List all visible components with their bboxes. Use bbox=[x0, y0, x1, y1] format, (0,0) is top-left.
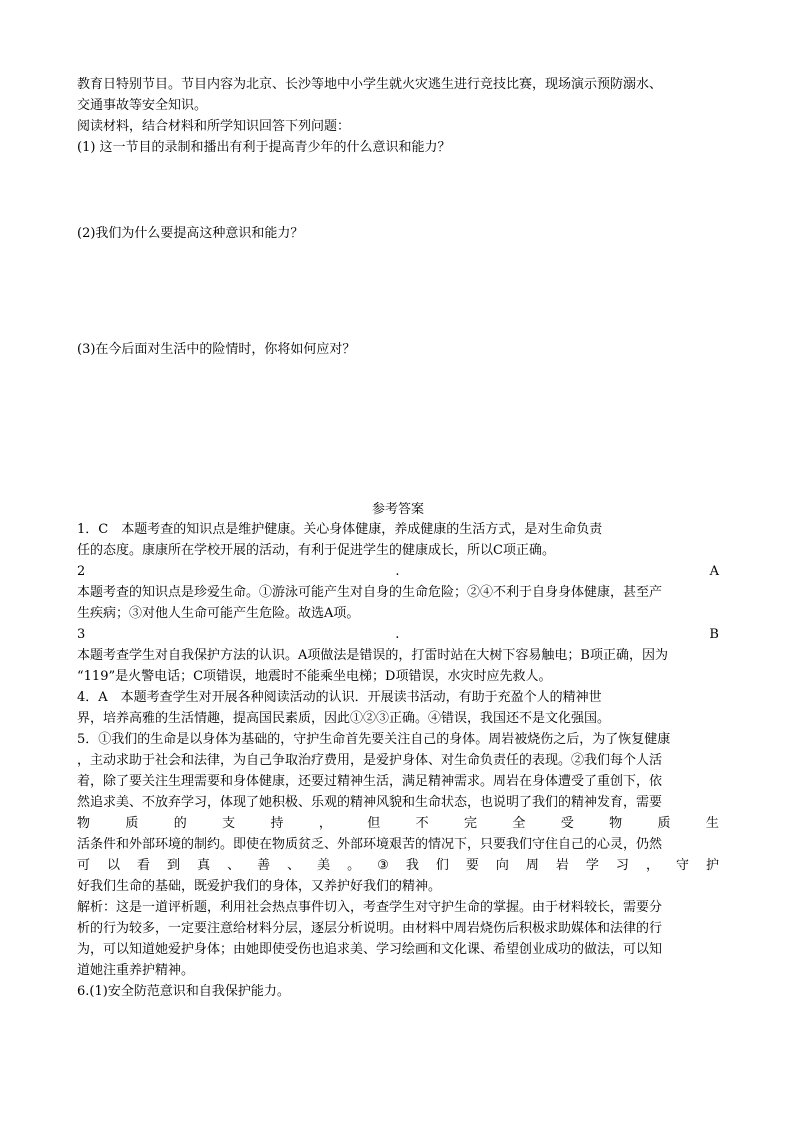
spread-char: 岩 bbox=[555, 858, 569, 873]
answer-5-line-6: 活条件和外部环境的制约。即使在物质贫乏、外部环境艰苦的情况下，只要我们守住自己的心灵，仍然 bbox=[77, 837, 663, 852]
spread-char: 全 bbox=[512, 816, 526, 831]
spread-char: 以 bbox=[107, 858, 121, 873]
answer-5-line-2: ，主动求助于社会和法律，为自己争取治疗费用，是爱护身体、对生命负责任的表现。②我们每个人活 bbox=[77, 753, 663, 768]
answer-3-dot: . bbox=[395, 627, 400, 642]
answer-1-line-2: 任的态度。康康所在学校开展的活动，有利于促进学生的健康成长，所以C项正确。 bbox=[77, 543, 555, 558]
spread-char: 质 bbox=[657, 816, 671, 831]
answer-4-line-2: 界，培养高雅的生活情趣，提高国民素质，因此①②③正确。④错误，我国还不是文化强国。 bbox=[77, 711, 611, 726]
answer-5-note-4: 道她注重养护精神。 bbox=[77, 963, 195, 978]
spread-char: 守 bbox=[675, 858, 689, 873]
answer-1-line-1: 1．C 本题考查的知识点是维护健康。关心身体健康，养成健康的生活方式，是对生命负责 bbox=[77, 522, 603, 537]
answer-5-line-8: 好我们生命的基础，既爱护我们的身体，又养护好我们的精神。 bbox=[77, 879, 442, 894]
intro-line-2: 交通事故等安全知识。 bbox=[77, 98, 208, 113]
spread-char: 、 bbox=[287, 858, 301, 873]
spread-char: 持 bbox=[270, 816, 284, 831]
spread-char: 可 bbox=[77, 858, 91, 873]
spread-char: 完 bbox=[464, 816, 478, 831]
spread-char: 生 bbox=[705, 816, 719, 831]
spread-char: 要 bbox=[465, 858, 479, 873]
answer-3-line-2: “119”是火警电话；C项错误，地震时不能乘坐电梯；D项错误，水灾时应先救人。 bbox=[77, 669, 552, 684]
spread-char: 支 bbox=[222, 816, 236, 831]
answer-5-line-1: 5．①我们的生命是以身体为基础的，守护生命首先要关注自己的身体。周岩被烧伤之后，为了恢复健康 bbox=[77, 732, 671, 747]
document-page bbox=[77, 74, 719, 1002]
spread-char: ③ bbox=[377, 858, 389, 873]
spread-char: 习 bbox=[615, 858, 629, 873]
question-1: (1) 这一节目的录制和播出有利于提高青少年的什么意识和能力？ bbox=[77, 140, 451, 155]
spread-char: 。 bbox=[347, 858, 361, 873]
question-2: (2)我们为什么要提高这种意识和能力？ bbox=[77, 226, 304, 241]
spread-char: 周 bbox=[525, 858, 539, 873]
answer-5-line-3: 着，除了要关注生理需要和身体健康，还要过精神生活，满足精神需求。周岩在身体遭受了重创下，依 bbox=[77, 774, 663, 789]
spread-char: 善 bbox=[257, 858, 271, 873]
answer-5-note-2: 析的行为较多，一定要注意给材料分层，逐层分析说明。由材料中周岩烧伤后积极求助媒体和法律的行 bbox=[77, 921, 663, 936]
spread-char: 向 bbox=[495, 858, 509, 873]
spread-char: 、 bbox=[227, 858, 241, 873]
answer-2-line-1: 本题考查的知识点是珍爱生命。①游泳可能产生对自身的生命危险；②④不利于自身身体健康，甚至产 bbox=[77, 585, 663, 600]
spread-char: 我 bbox=[405, 858, 419, 873]
spread-char: 受 bbox=[560, 816, 574, 831]
answer-2-dot: . bbox=[395, 564, 400, 579]
spread-char: 真 bbox=[197, 858, 211, 873]
answers-title: 参考答案 bbox=[371, 502, 424, 517]
answer-4-line-1: 4．A 本题考查学生对开展各种阅读活动的认识．开展读书活动，有助于充盈个人的精神世 bbox=[77, 690, 602, 705]
answer-3-header bbox=[77, 624, 719, 645]
answer-5-note-1: 解析：这是一道评析题，利用社会热点事件切入，考查学生对守护生命的掌握。由于材料较长，需要分 bbox=[77, 900, 663, 915]
answer-space-2 bbox=[77, 244, 719, 339]
answer-5-line-4: 然追求美、不放弃学习，体现了她积极、乐观的精神风貌和生命状态，也说明了我们的精神发育，需要 bbox=[77, 795, 663, 810]
answer-space-3 bbox=[77, 360, 719, 478]
answer-space-1 bbox=[77, 158, 719, 223]
answer-2-line-2: 生疾病；③对他人生命可能产生危险。故选A项。 bbox=[77, 606, 360, 621]
answer-6-line-1: 6.(1)安全防范意识和自我保护能力。 bbox=[77, 984, 290, 999]
question-prompt: 阅读材料，结合材料和所学知识回答下列问题： bbox=[77, 119, 351, 134]
answer-2-number: 2 bbox=[77, 564, 86, 579]
spread-char: 们 bbox=[435, 858, 449, 873]
spread-char: 美 bbox=[317, 858, 331, 873]
answer-3-line-1: 本题考查学生对自我保护方法的认识。A项做法是错误的，打雷时站在大树下容易触电；B项正确，因为 bbox=[77, 648, 668, 663]
spread-char: ， bbox=[645, 858, 659, 873]
spread-char: 的 bbox=[173, 816, 187, 831]
spread-char: 不 bbox=[415, 816, 429, 831]
answer-3-letter: B bbox=[709, 627, 719, 642]
answer-2-letter: A bbox=[709, 564, 719, 579]
answer-3-number: 3 bbox=[77, 627, 86, 642]
spread-char: 物 bbox=[77, 816, 91, 831]
spread-char: 学 bbox=[585, 858, 599, 873]
answer-2-header bbox=[77, 561, 719, 582]
answer-5-note-3: 为，可以知道她爱护身体；由她即使受伤也追求美、学习绘画和文化课、希望创业成功的做法，可以知 bbox=[77, 942, 663, 957]
spread-char: 看 bbox=[137, 858, 151, 873]
answer-5-line-5 bbox=[77, 813, 719, 834]
intro-line-1: 教育日特别节目。节目内容为北京、长沙等地中小学生就火灾逃生进行竞技比赛，现场演示预防溺水、 bbox=[77, 77, 663, 92]
spread-char: 到 bbox=[167, 858, 181, 873]
spread-char: 质 bbox=[125, 816, 139, 831]
question-3: (3)在今后面对生活中的险情时，你将如何应对？ bbox=[77, 342, 356, 357]
spread-char: 但 bbox=[367, 816, 381, 831]
spread-char: ， bbox=[318, 816, 332, 831]
spread-char: 护 bbox=[705, 858, 719, 873]
answer-5-line-7 bbox=[77, 855, 719, 876]
spread-char: 物 bbox=[609, 816, 623, 831]
